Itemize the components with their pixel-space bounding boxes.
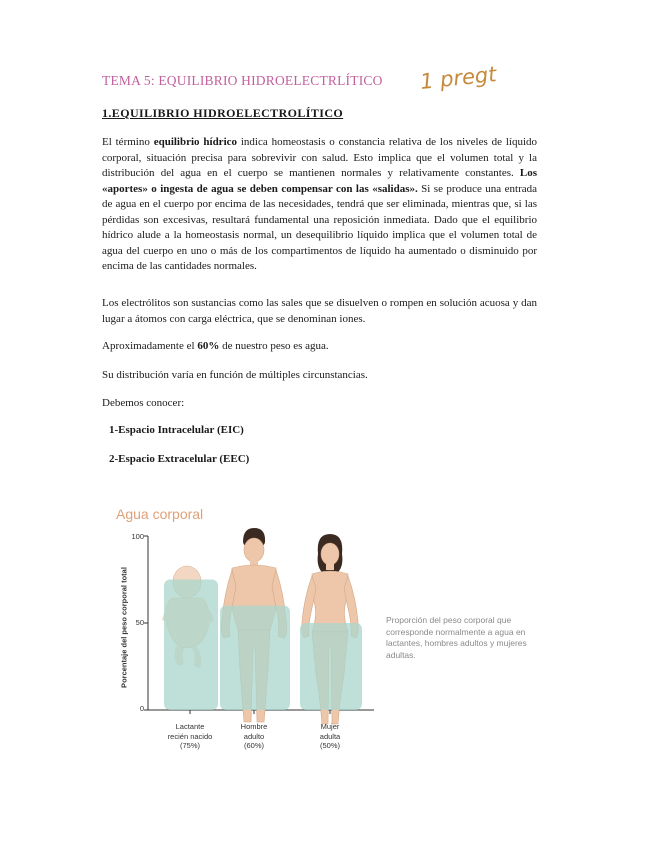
list-item-eic: 1-Espacio Intracelular (EIC) [109, 424, 244, 436]
category-man [219, 722, 289, 751]
p1-text-a: El término [102, 136, 154, 148]
category-man-line2: adulto [243, 731, 265, 741]
water-level-infant [164, 580, 218, 711]
paragraph-electrolytes: Los electrólitos son sustancias como las sales que se disuelven o rompen en solución acuosa y dan lugar a átomos con carga eléctrica, que se denominan iones. [102, 297, 537, 325]
p3-bold-percent: 60% [197, 340, 220, 352]
category-woman-line1: Mujer [320, 722, 340, 731]
list-item-eec: 2-Espacio Extracelular (EEC) [109, 453, 250, 465]
category-infant-line1: Lactante [175, 722, 205, 731]
category-infant-line2: recién nacido [167, 731, 213, 741]
paragraph-water-balance [102, 135, 537, 275]
y-tick-50: 50 [135, 618, 144, 627]
category-man-line3: (60%) [243, 741, 264, 750]
p1-bold-statement: Los «aportes» o ingesta de agua se deben compensar con las «salidas». [102, 167, 537, 195]
category-woman [295, 722, 365, 751]
p1-bold-term: equilibrio hídrico [153, 136, 238, 148]
p1-text-c: Si se produce una entrada de agua en el cuerpo por encima de las necesidades, tendrá que ser eliminada, mientras que, si las pérdidas son excesivas, resultará fundamental una reposición inmediata. Dado que el equilibrio hídrico alude a la homeostasis normal, un desequilibrio líquido implica que el volumen total de agua del cuerpo en uno o más de los compartimentos de líquido ha aumentado o disminuido por encima de las cantidades normales. [102, 182, 537, 272]
paragraph-water-percent [102, 339, 537, 355]
p1-text-b: indica homeostasis o constancia relativa de los niveles de líquido corporal, situación precisa para sobrevivir con salud. Esto implica que el volumen total y la distribución del agua en el cuerpo se mantienen normales y relativamente constantes. [102, 136, 537, 179]
water-level-woman [300, 623, 362, 710]
figure-title: Agua corporal [116, 506, 204, 522]
water-level-man [220, 606, 290, 710]
y-tick-0: 0 [139, 704, 144, 713]
section-heading: 1.EQUILIBRIO HIDROELECTROLÍTICO [102, 106, 344, 120]
category-woman-line3: (50%) [319, 741, 340, 750]
category-infant [155, 722, 225, 751]
body-water-figure [104, 498, 544, 758]
figure-caption: Proporción del peso corporal que corresponde normalmente a agua en lactantes, hombres adultos y mujeres adultas. [386, 615, 527, 660]
page-title: TEMA 5: EQUILIBRIO HIDROELECTRLÍTICO [102, 73, 383, 88]
paragraph-distribution: Su distribución varía en función de múltiples circunstancias. [102, 369, 368, 381]
p3-text-b: de nuestro peso es agua. [219, 340, 329, 352]
p3-text-a: Aproximadamente el [102, 340, 198, 352]
category-infant-line3: (75%) [179, 741, 200, 750]
paragraph-must-know: Debemos conocer: [102, 397, 185, 409]
category-woman-line2: adulta [319, 731, 341, 741]
title-row [102, 62, 542, 106]
handwritten-note: 1 pregt [418, 62, 498, 94]
category-man-line1: Hombre [240, 722, 268, 731]
y-tick-100: 100 [131, 532, 144, 541]
y-axis-label: Porcentaje del peso corporal total [119, 567, 129, 688]
